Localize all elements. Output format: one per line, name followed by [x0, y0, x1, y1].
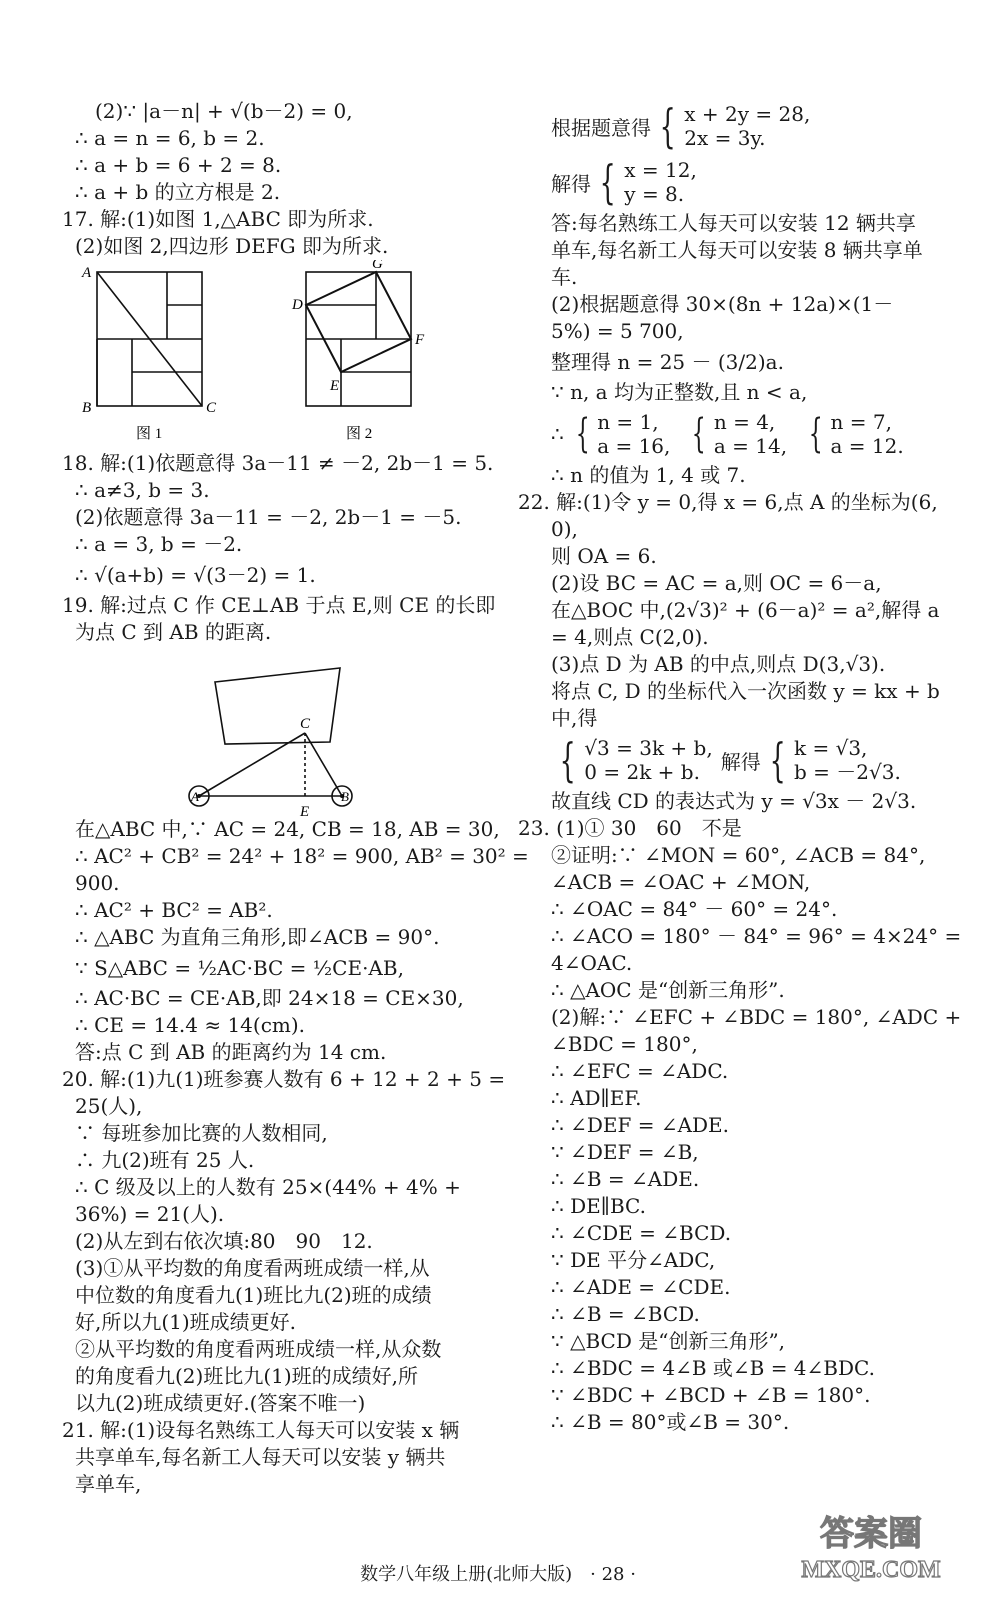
text-line: ∵ n, a 均为正整数,且 n < a, [551, 380, 808, 404]
fig2-caption: 图 2 [346, 426, 373, 442]
text-line: ②证明:∵ ∠MON = 60°, ∠ACB = 84°, [551, 843, 926, 867]
text-line: ∴ a≠3, b = 3. [75, 478, 210, 502]
problem-23-heading: 23. (1)① 30 60 不是 [518, 816, 742, 840]
text-line: 中位数的角度看九(1)班比九(2)班的成绩 [75, 1283, 432, 1307]
brace-icon: { [599, 155, 616, 209]
text-line: ∴ a + b 的立方根是 2. [75, 180, 281, 204]
text-line: 将点 C, D 的坐标代入一次函数 y = kx + b [551, 679, 940, 703]
text-line: ∴ √(a+b) = √(3－2) = 1. [75, 563, 316, 587]
fig1-label-a: A [82, 265, 92, 281]
brace-icon: { [559, 733, 576, 787]
grid-figures [62, 260, 492, 450]
text-line: 36%) = 21(人). [75, 1202, 225, 1226]
problem-20-heading: 20. 解:(1)九(1)班参赛人数有 6 + 12 + 2 + 5 = [62, 1067, 506, 1091]
fig2-label-e: E [330, 378, 340, 394]
text-line: 单车,每名新工人每天可以安装 8 辆共享单 [551, 238, 923, 262]
text-label: ∴ [551, 422, 564, 446]
text-line: 在△BOC 中,(2√3)² + (6－a)² = a²,解得 a [551, 598, 940, 622]
text-line: 则 OA = 6. [551, 544, 657, 568]
text-line: 以九(2)班成绩更好.(答案不唯一) [75, 1391, 366, 1415]
fig3-label-a: A [191, 789, 199, 804]
equation: a = 16, [597, 434, 671, 458]
quadrilateral-figure [62, 646, 492, 816]
text-line: ∴ △ABC 为直角三角形,即∠ACB = 90°. [75, 925, 440, 949]
figures-1-2 [62, 260, 492, 450]
text-label: 解得 [551, 171, 591, 196]
text-line: ∴ △AOC 是“创新三角形”. [551, 978, 785, 1002]
text-line: 故直线 CD 的表达式为 y = √3x － 2√3. [551, 789, 917, 813]
text-line: ∴ C 级及以上的人数有 25×(44% + 4% + [75, 1175, 461, 1199]
equation: y = 8. [624, 182, 685, 206]
text-line: ∵ S△ABC = ½AC·BC = ½CE·AB, [75, 956, 404, 980]
text-line: (2)根据题意得 30×(8n + 12a)×(1－ [551, 292, 894, 316]
text-line: ∵ ∠DEF = ∠B, [551, 1140, 699, 1164]
equation: k = √3, [793, 736, 868, 760]
text-line: (3)点 D 为 AB 的中点,则点 D(3,√3). [551, 652, 886, 676]
text-line: ∵ 每班参加比赛的人数相同, [75, 1121, 328, 1145]
fig3-label-b: B [341, 789, 349, 804]
solution-systems [518, 406, 958, 462]
text-line: (2)解:∵ ∠EFC + ∠BDC = 180°, ∠ADC + [551, 1005, 962, 1029]
text-line: ∴ ∠ADE = ∠CDE. [551, 1275, 731, 1299]
fig2-label-d: D [292, 297, 303, 313]
fig2-label-g: G [372, 260, 383, 272]
fig1-label-b: B [82, 400, 92, 416]
text-line: ∴ n 的值为 1, 4 或 7. [551, 463, 746, 487]
text-line: ∴ ∠ACO = 180° － 84° = 96° = 4×24° = [551, 924, 962, 948]
text-line: ∴ 九(2)班有 25 人. [75, 1148, 255, 1172]
equation: n = 4, [713, 410, 776, 434]
text-label: 解得 [720, 749, 761, 774]
fig3-label-c: C [300, 716, 311, 732]
text-line: 享单车, [75, 1472, 142, 1496]
text-line: ∴ a = 3, b = －2. [75, 532, 243, 556]
text-line: 0), [551, 517, 578, 541]
brace-icon: { [575, 411, 590, 457]
text-line: ∴ ∠B = ∠ADE. [551, 1167, 700, 1191]
text-line: ∴ AD∥EF. [551, 1086, 642, 1110]
equation: n = 7, [830, 410, 892, 434]
text-line: (2)依题意得 3a－11 = －2, 2b－1 = －5. [75, 505, 462, 529]
text-line: 中,得 [551, 706, 598, 730]
text-line: (3)①从平均数的角度看两班成绩一样,从 [75, 1256, 430, 1280]
page-footer: 数学八年级上册(北师大版) · 28 · [360, 1564, 636, 1585]
text-line: ∴ DE∥BC. [551, 1194, 646, 1218]
equation-system [518, 98, 958, 154]
text-line: ∵ ∠BDC + ∠BCD + ∠B = 180°. [551, 1383, 871, 1407]
brace-icon: { [769, 733, 786, 787]
text-line: ∴ a = n = 6, b = 2. [75, 126, 265, 150]
problem-17-heading: 17. 解:(1)如图 1,△ABC 即为所求. [62, 207, 374, 231]
text-line: 5%) = 5 700, [551, 319, 684, 343]
text-label: 根据题意得 [551, 115, 651, 140]
equation: 2x = 3y. [684, 126, 766, 150]
equation: a = 12. [830, 434, 904, 458]
brace-icon: { [808, 411, 823, 457]
text-line: ∴ AC·BC = CE·AB,即 24×18 = CE×30, [75, 986, 464, 1010]
text-line: = 4,则点 C(2,0). [551, 625, 709, 649]
text-line: ∴ ∠B = 80°或∠B = 30°. [551, 1410, 790, 1434]
text-line: 共享单车,每名新工人每天可以安装 y 辆共 [75, 1445, 446, 1469]
watermark-top-text: 答案圈 [820, 1516, 922, 1553]
fig1-caption: 图 1 [136, 426, 163, 442]
text-line: ∠BDC = 180°, [551, 1032, 698, 1056]
text-line: (2)∵ |a－n| + √(b－2) = 0, [95, 99, 353, 123]
equation: b = －2√3. [793, 760, 901, 784]
text-line: 在△ABC 中,∵ AC = 24, CB = 18, AB = 30, [75, 817, 500, 841]
text-line: ∵ DE 平分∠ADC, [551, 1248, 716, 1272]
text-line: ∴ ∠CDE = ∠BCD. [551, 1221, 732, 1245]
fig2-label-f: F [415, 332, 425, 348]
text-line: 车. [551, 265, 578, 289]
equation-system [518, 732, 958, 788]
equation: 0 = 2k + b. [584, 760, 700, 784]
problem-21-heading: 21. 解:(1)设每名熟练工人每天可以安装 x 辆 [62, 1418, 460, 1442]
text-line: 整理得 n = 25 － (3/2)a. [551, 350, 784, 374]
equation-system [518, 154, 958, 210]
equation: a = 14, [713, 434, 788, 458]
text-line: ∴ a + b = 6 + 2 = 8. [75, 153, 282, 177]
text-line: 25(人), [75, 1094, 143, 1118]
text-line: ∴ ∠BDC = 4∠B 或∠B = 4∠BDC. [551, 1356, 875, 1380]
watermark-logo [771, 1505, 976, 1585]
problem-22-heading: 22. 解:(1)令 y = 0,得 x = 6,点 A 的坐标为(6, [518, 490, 938, 514]
text-line: 900. [75, 871, 120, 895]
fig1-label-c: C [206, 400, 217, 416]
text-line: ∴ ∠EFC = ∠ADC. [551, 1059, 729, 1083]
text-line: ∴ AC² + CB² = 24² + 18² = 900, AB² = 30² = [75, 844, 529, 868]
figure-3 [62, 646, 492, 816]
text-line: 4∠OAC. [551, 951, 633, 975]
text-line: ∵ △BCD 是“创新三角形”, [551, 1329, 786, 1353]
equation: x = 12, [624, 158, 697, 182]
problem-19-heading: 19. 解:过点 C 作 CE⊥AB 于点 E,则 CE 的长即 [62, 593, 496, 617]
text-line: 的角度看九(2)班比九(1)班的成绩好,所 [75, 1364, 419, 1388]
text-line: (2)如图 2,四边形 DEFG 即为所求. [75, 234, 389, 258]
text-line: ∴ AC² + BC² = AB². [75, 898, 273, 922]
text-line: ∴ ∠OAC = 84° － 60° = 24°. [551, 897, 838, 921]
text-line: 为点 C 到 AB 的距离. [75, 620, 272, 644]
equation: √3 = 3k + b, [584, 736, 713, 760]
fig3-label-e: E [300, 804, 310, 816]
problem-18-heading: 18. 解:(1)依题意得 3a－11 ≠ －2, 2b－1 = 5. [62, 451, 494, 475]
text-line: ∴ ∠DEF = ∠ADE. [551, 1113, 730, 1137]
right-column [518, 98, 962, 1436]
watermark-bottom-text: MXQE.COM [801, 1557, 941, 1583]
brace-icon: { [692, 411, 707, 457]
left-column [62, 98, 529, 1498]
text-line: ∴ CE = 14.4 ≈ 14(cm). [75, 1013, 306, 1037]
equation: x + 2y = 28, [684, 102, 811, 126]
text-line: 答:点 C 到 AB 的距离约为 14 cm. [75, 1040, 387, 1064]
text-line: 好,所以九(1)班成绩更好. [75, 1310, 297, 1334]
brace-icon: { [659, 99, 676, 153]
text-line: (2)设 BC = AC = a,则 OC = 6－a, [551, 571, 882, 595]
text-line: ②从平均数的角度看两班成绩一样,从众数 [75, 1337, 442, 1361]
text-line: 答:每名熟练工人每天可以安装 12 辆共享 [551, 211, 916, 235]
text-line: ∴ ∠B = ∠BCD. [551, 1302, 700, 1326]
equation: n = 1, [597, 410, 659, 434]
text-line: ∠ACB = ∠OAC + ∠MON, [551, 870, 811, 894]
text-line: (2)从左到右依次填:80 90 12. [75, 1229, 373, 1253]
